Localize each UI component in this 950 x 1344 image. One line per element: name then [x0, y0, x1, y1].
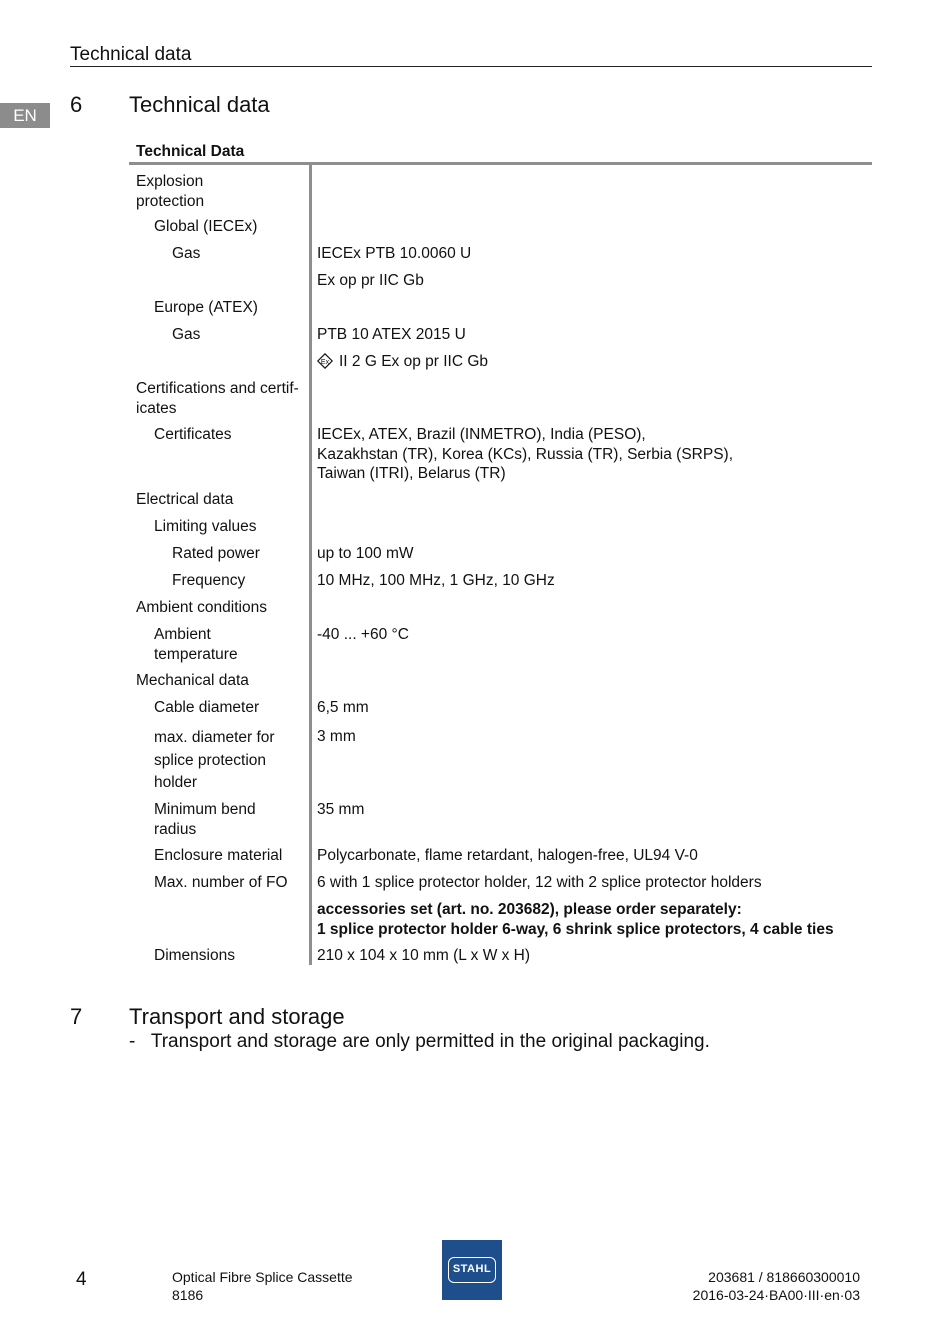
- row-value-line: [317, 727, 356, 747]
- row-label: [172, 544, 260, 564]
- header-rule: [70, 66, 872, 67]
- footer-product-name: Optical Fibre Splice Cassette: [172, 1269, 353, 1285]
- row-value-line: [317, 464, 733, 484]
- row-label-line: Gas: [172, 245, 201, 262]
- language-tab: EN: [0, 103, 50, 128]
- row-label: [154, 800, 256, 839]
- row-value-line: [317, 244, 471, 264]
- row-value-text: IECEx, ATEX, Brazil (INMETRO), India (PESO),: [317, 426, 646, 443]
- row-label-line: Dimensions: [154, 947, 235, 964]
- row-label-line: Enclosure material: [154, 847, 283, 864]
- row-label: [154, 517, 257, 537]
- ex-hexagon-icon: [317, 353, 333, 369]
- row-value: [317, 727, 356, 747]
- row-value: [317, 946, 530, 966]
- row-label-line: splice protection: [154, 751, 267, 769]
- row-label: [154, 625, 238, 664]
- footer-product: [172, 1268, 353, 1304]
- row-label-line: Limiting values: [154, 518, 257, 535]
- row-label: [136, 379, 299, 418]
- row-value-line: [317, 698, 369, 718]
- table-heading-rule: [129, 162, 872, 165]
- row-label: [154, 298, 258, 318]
- row-label-line: Cable diameter: [154, 699, 260, 716]
- row-value-text: accessories set (art. no. 203682), please order separately:: [317, 901, 742, 918]
- row-value-line: [317, 873, 762, 893]
- row-value-text: up to 100 mW: [317, 545, 414, 562]
- row-value: [317, 544, 414, 564]
- row-value-text: PTB 10 ATEX 2015 U: [317, 326, 466, 343]
- row-value-text: Taiwan (ITRI), Belarus (TR): [317, 465, 506, 482]
- row-value: [317, 625, 409, 645]
- row-label-line: icates: [136, 399, 177, 417]
- row-label-line: Certifications and certif-: [136, 380, 299, 397]
- row-label-line: Max. number of FO: [154, 874, 288, 891]
- row-label-line: max. diameter for: [154, 729, 275, 746]
- transport-note: - Transport and storage are only permitted in the original packaging.: [129, 1031, 710, 1052]
- row-label-line: Explosion: [136, 173, 204, 190]
- row-label: [154, 727, 275, 795]
- row-value-text: 1 splice protector holder 6-way, 6 shrink splice protectors, 4 cable ties: [317, 920, 834, 938]
- row-value-text: II 2 G Ex op pr IIC Gb: [339, 353, 489, 370]
- row-value: [317, 800, 364, 820]
- row-label-line: Frequency: [172, 572, 246, 589]
- row-label: [136, 490, 233, 510]
- row-label: [154, 698, 259, 718]
- section-6-number: 6: [70, 92, 83, 117]
- row-label: [172, 571, 245, 591]
- row-label: [172, 244, 200, 264]
- row-value-line: [317, 846, 698, 866]
- row-label: [154, 425, 232, 445]
- row-value-line: [317, 325, 466, 345]
- row-value-line: [317, 625, 409, 645]
- row-label: [154, 846, 282, 866]
- row-label: [154, 873, 288, 893]
- stahl-logo: [442, 1240, 502, 1300]
- row-label-line: Mechanical data: [136, 672, 249, 689]
- row-value-text: Polycarbonate, flame retardant, halogen-free, UL94 V-0: [317, 847, 698, 864]
- row-value: [317, 900, 834, 939]
- row-label-line: Ambient: [154, 626, 211, 643]
- row-value: [317, 571, 555, 591]
- row-label-line: radius: [154, 820, 197, 838]
- row-value-text: Kazakhstan (TR), Korea (KCs), Russia (TR), Serbia (SRPS),: [317, 445, 734, 463]
- row-value-line: [317, 946, 530, 966]
- row-value-line: [317, 425, 733, 445]
- row-value: [317, 873, 762, 893]
- row-label: [172, 325, 200, 345]
- row-value-text: 3 mm: [317, 728, 356, 745]
- footer-product-number: 8186: [172, 1287, 204, 1303]
- row-value: [317, 271, 424, 291]
- row-label: [136, 598, 267, 618]
- row-label-line: Rated power: [172, 545, 260, 562]
- row-label: [136, 172, 204, 211]
- row-value: [317, 698, 369, 718]
- page-number: 4: [76, 1269, 87, 1290]
- section-7-title: Transport and storage: [129, 1004, 345, 1029]
- running-header: Technical data: [70, 44, 192, 65]
- section-6-title: Technical data: [129, 92, 270, 117]
- row-value-line: [317, 445, 733, 465]
- svg-text:Ex: Ex: [320, 358, 330, 366]
- row-label-line: Electrical data: [136, 491, 234, 508]
- row-value: [317, 325, 466, 345]
- row-value-text: 6,5 mm: [317, 699, 369, 716]
- row-value-text: 35 mm: [317, 801, 365, 818]
- stahl-logo-text: STAHL: [448, 1257, 496, 1283]
- row-value-line: [317, 800, 364, 820]
- row-label-line: temperature: [154, 645, 238, 663]
- row-label-line: Minimum bend: [154, 801, 256, 818]
- row-label: [154, 217, 257, 237]
- row-value-text: 10 MHz, 100 MHz, 1 GHz, 10 GHz: [317, 572, 555, 589]
- row-label-line: Gas: [172, 326, 201, 343]
- table-column-divider: [309, 165, 312, 965]
- row-value-text: IECEx PTB 10.0060 U: [317, 245, 472, 262]
- row-value-text: 210 x 104 x 10 mm (L x W x H): [317, 947, 531, 964]
- row-label: [154, 946, 235, 966]
- footer-doc-number: 203681 / 818660300010: [708, 1269, 860, 1285]
- footer-doc-date: 2016-03-24·BA00·III·en·03: [692, 1287, 860, 1303]
- row-value-line: [317, 571, 555, 591]
- row-label-line: Certificates: [154, 426, 232, 443]
- row-label-line: Europe (ATEX): [154, 299, 258, 316]
- row-label-line: Global (IECEx): [154, 218, 258, 235]
- row-value: [317, 352, 488, 372]
- row-label-line: Ambient conditions: [136, 599, 267, 616]
- row-value-line: [317, 544, 414, 564]
- row-label-line: protection: [136, 192, 205, 210]
- section-7-number: 7: [70, 1004, 83, 1029]
- row-value: [317, 846, 698, 866]
- row-value-line: [317, 920, 834, 940]
- row-label: [136, 671, 249, 691]
- row-value-line: [317, 352, 488, 372]
- footer-document: [693, 1268, 860, 1304]
- row-value-text: Ex op pr IIC Gb: [317, 272, 424, 289]
- row-value-line: [317, 271, 424, 291]
- row-value-text: 6 with 1 splice protector holder, 12 with 2 splice protector holders: [317, 874, 762, 891]
- row-value: [317, 425, 733, 484]
- row-value-text: -40 ... +60 °C: [317, 626, 409, 643]
- row-label-line: holder: [154, 774, 198, 791]
- row-value: [317, 244, 471, 264]
- row-value-line: [317, 900, 834, 920]
- table-heading: Technical Data: [136, 143, 245, 160]
